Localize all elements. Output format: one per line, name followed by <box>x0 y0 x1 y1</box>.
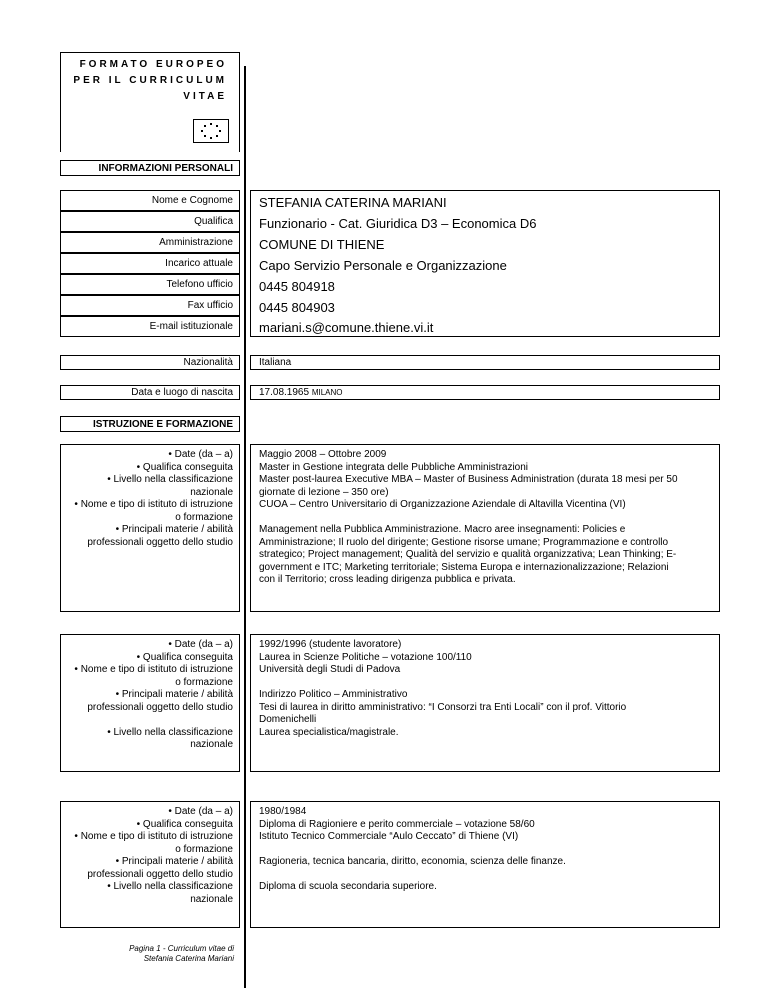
page-footer <box>60 944 234 964</box>
edu-label: professionali oggetto dello studio <box>87 536 233 548</box>
label-nazionalita: Nazionalità <box>60 355 240 370</box>
footer-line-1: Pagina 1 - Curriculum vitae di <box>129 944 234 953</box>
label-qualifica: Qualifica <box>60 211 240 232</box>
vertical-divider <box>244 66 246 988</box>
edu-2-values <box>250 634 720 772</box>
edu-label: o formazione <box>175 843 233 855</box>
value-amministrazione: COMUNE DI THIENE <box>259 237 385 252</box>
edu-value: 1980/1984 <box>259 806 307 817</box>
edu-value: Laurea specialistica/magistrale. <box>259 726 399 738</box>
edu-label: • Qualifica conseguita <box>136 651 233 663</box>
edu-value: Indirizzo Politico – Amministrativo <box>259 689 408 700</box>
edu-label: • Date (da – a) <box>168 806 233 817</box>
edu-value: Diploma di scuola secondaria superiore. <box>259 881 437 892</box>
edu-value: con il Territorio; cross leading dirigenza pubblica e privata. <box>259 574 516 585</box>
section-title: ISTRUZIONE E FORMAZIONE <box>93 419 233 430</box>
edu-value: Tesi di laurea in diritto amministrativo: “I Consorzi tra Enti Locali” con il prof. Vittorio <box>259 701 627 713</box>
edu-value: Domenichelli <box>259 714 317 725</box>
header-line-1: FORMATO EUROPEO <box>79 59 227 70</box>
edu-label: • Nome e tipo di istituto di istruzione <box>74 499 233 510</box>
edu-label: • Principali materie / abilità <box>115 689 233 700</box>
label-fax: Fax ufficio <box>60 295 240 316</box>
edu-value: Ragioneria, tecnica bancaria, diritto, economia, scienza delle finanze. <box>259 856 566 867</box>
header-line-2: PER IL CURRICULUM <box>73 75 227 86</box>
birth-date: 17.08.1965 <box>259 387 312 398</box>
edu-value: Laurea in Scienze Politiche – votazione 100/110 <box>259 651 472 663</box>
value-name: STEFANIA CATERINA MARIANI <box>259 195 447 210</box>
value-email: mariani.s@comune.thiene.vi.it <box>259 320 434 335</box>
edu-value: Amministrazione; Il ruolo del dirigente; Gestione risorse umane; Programmazione e controllo <box>259 536 669 548</box>
edu-value: 1992/1996 (studente lavoratore) <box>259 639 402 650</box>
edu-value: Management nella Pubblica Amministrazione. Macro aree insegnamenti: Policies e <box>259 524 626 535</box>
edu-value: strategico; Project management; Qualità del servizio e qualità organizzativa; Lean Thinking; E- <box>259 549 677 560</box>
section-title: INFORMAZIONI PERSONALI <box>98 163 233 174</box>
edu-value: giornate di lezione – 350 ore) <box>259 486 389 498</box>
edu-value: CUOA – Centro Universitario di Organizzazione Aziendale di Altavilla Vicentina (VI) <box>259 499 626 510</box>
label-telefono: Telefono ufficio <box>60 274 240 295</box>
birth-place: MILANO <box>311 388 343 397</box>
eu-flag-icon <box>193 119 229 143</box>
edu-value: Università degli Studi di Padova <box>259 664 401 675</box>
edu-label: • Livello nella classificazione <box>107 726 233 738</box>
footer-line-2: Stefania Caterina Mariani <box>143 954 234 963</box>
header-line-3: VITAE <box>183 91 227 102</box>
edu-label: • Livello nella classificazione <box>107 474 233 485</box>
section-education <box>60 416 240 432</box>
label-name: Nome e Cognome <box>60 190 240 211</box>
edu-2-labels <box>60 634 240 772</box>
cv-header <box>60 52 240 152</box>
edu-value: Master post-laurea Executive MBA – Master of Business Administration (durata 18 mesi per 50 <box>259 474 678 485</box>
edu-label: professionali oggetto dello studio <box>87 868 233 880</box>
edu-3-values <box>250 801 720 928</box>
value-nazionalita: Italiana <box>250 355 720 370</box>
edu-value: government e ITC; Marketing territoriale; Sistema Europa e internazionalizzazione; Relazioni <box>259 561 669 573</box>
edu-label: nazionale <box>190 893 233 905</box>
label-amministrazione: Amministrazione <box>60 232 240 253</box>
edu-3-labels <box>60 801 240 928</box>
value-qualifica: Funzionario - Cat. Giuridica D3 – Economica D6 <box>259 216 537 231</box>
edu-value: Maggio 2008 – Ottobre 2009 <box>259 449 387 460</box>
edu-value: Diploma di Ragioniere e perito commerciale – votazione 58/60 <box>259 818 535 830</box>
value-fax: 0445 804903 <box>259 300 335 315</box>
edu-label: • Nome e tipo di istituto di istruzione <box>74 831 233 842</box>
edu-label: nazionale <box>190 486 233 498</box>
label-nascita: Data e luogo di nascita <box>60 385 240 400</box>
edu-label: professionali oggetto dello studio <box>87 701 233 713</box>
edu-label: • Nome e tipo di istituto di istruzione <box>74 664 233 675</box>
edu-label: o formazione <box>175 511 233 523</box>
label-incarico: Incarico attuale <box>60 253 240 274</box>
value-telefono: 0445 804918 <box>259 279 335 294</box>
edu-label: • Principali materie / abilità <box>115 856 233 867</box>
edu-value: Istituto Tecnico Commerciale “Aulo Ceccato” di Thiene (VI) <box>259 831 519 842</box>
value-nascita <box>250 385 720 400</box>
edu-label: • Principali materie / abilità <box>115 524 233 535</box>
edu-1-values <box>250 444 720 612</box>
edu-label: • Qualifica conseguita <box>136 818 233 830</box>
edu-label: • Date (da – a) <box>168 449 233 460</box>
edu-label: • Qualifica conseguita <box>136 461 233 473</box>
section-personal-info <box>60 160 240 176</box>
personal-values-box <box>250 190 720 337</box>
edu-label: • Date (da – a) <box>168 639 233 650</box>
edu-value: Master in Gestione integrata delle Pubbliche Amministrazioni <box>259 461 529 473</box>
edu-label: • Livello nella classificazione <box>107 881 233 892</box>
edu-label: nazionale <box>190 739 233 750</box>
label-email: E-mail istituzionale <box>60 316 240 337</box>
value-incarico: Capo Servizio Personale e Organizzazione <box>259 258 507 273</box>
edu-label: o formazione <box>175 676 233 688</box>
edu-1-labels <box>60 444 240 612</box>
